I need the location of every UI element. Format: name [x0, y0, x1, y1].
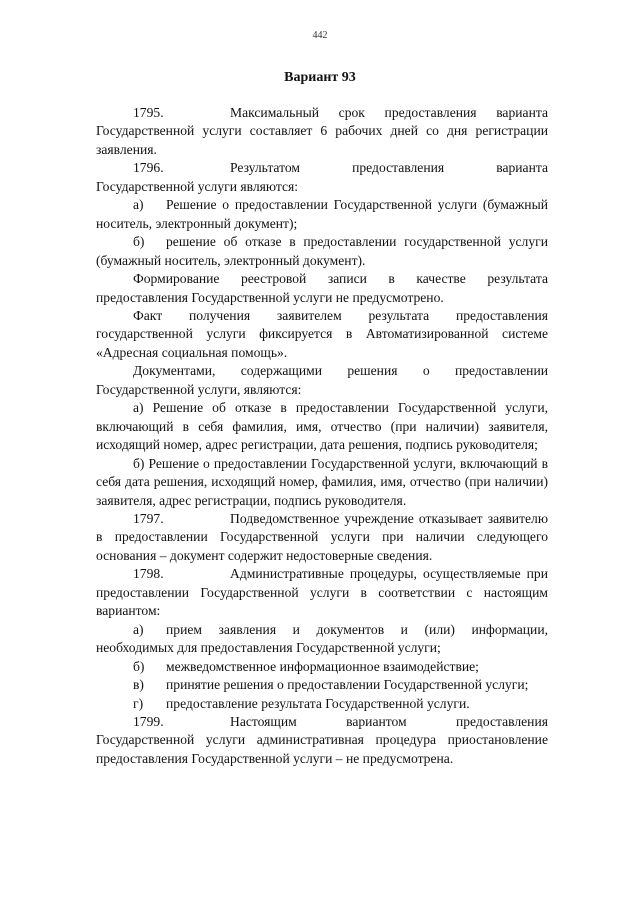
clause-number: 1795. — [133, 105, 164, 120]
paragraph-fact — [96, 307, 548, 362]
paragraph-text: решение об отказе в предоставлении государственной услуги (бумажный носитель, электронный документ). — [96, 234, 548, 268]
paragraph-text: а) Решение об отказе в предоставлении Государственной услуги, включающий в себя фамилия, имя, отчество (при наличии) заявителя, исходящий номер, адрес регистрации, дата решения, подпись руководителя; — [96, 400, 548, 453]
list-item-b — [96, 233, 548, 270]
paragraph-1797 — [96, 510, 548, 565]
paragraph-1799 — [96, 713, 548, 768]
list-item-v — [96, 676, 548, 694]
paragraph-text: предоставление результата Государственной услуги. — [166, 695, 470, 711]
paragraph-registry — [96, 270, 548, 307]
list-item-g — [96, 695, 548, 713]
paragraph-text: Формирование реестровой записи в качестве результата предоставления Государственной услуги не предусмотрено. — [96, 271, 548, 305]
list-letter: б) — [133, 234, 145, 250]
paragraph-text: б) Решение о предоставлении Государственной услуги, включающий в себя дата решения, исходящий номер, фамилия, имя, отчество (при наличии) заявителя, адрес регистрации, подпись руководителя. — [96, 455, 548, 508]
paragraph-text: Подведомственное учреждение отказывает заявителю в предоставлении Государственной услуги при наличии следующего основания – документ содержит недостоверные сведения. — [96, 510, 548, 563]
list-letter: б) — [133, 658, 145, 674]
paragraph-text: принятие решения о предоставлении Государственной услуги; — [166, 677, 529, 693]
clause-number: 1796. — [133, 160, 164, 176]
list-item-a — [96, 196, 548, 233]
list-item-b — [96, 658, 548, 676]
paragraph-documents — [96, 362, 548, 399]
page-number: 442 — [312, 30, 328, 41]
paragraph-text: Решение о предоставлении Государственной услуги (бумажный носитель, электронный документ); — [96, 197, 548, 231]
list-item-a — [96, 621, 548, 658]
list-letter: а) — [133, 197, 144, 213]
clause-number: 1799. — [133, 713, 164, 729]
paragraph-doc-b — [96, 455, 548, 510]
paragraph-text: Настоящим вариантом предоставления Государственной услуги административная процедура приостановление предоставления Государственной услуги – не предусмотрена. — [96, 713, 548, 766]
paragraph-1795 — [96, 104, 548, 159]
paragraph-text: Документами, содержащими решения о предоставлении Государственной услуги, являются: — [96, 363, 548, 397]
paragraph-text: Административные процедуры, осуществляемые при предоставлении Государственной услуги в соответствии с настоящим вариантом: — [96, 566, 548, 619]
paragraph-text: Результатом предоставления варианта Государственной услуги являются: — [96, 160, 548, 194]
clause-number: 1797. — [133, 510, 164, 526]
paragraph-doc-a — [96, 399, 548, 454]
clause-number: 1798. — [133, 566, 164, 582]
list-letter: г) — [133, 695, 144, 711]
paragraph-1798 — [96, 565, 548, 620]
list-letter: в) — [133, 677, 144, 693]
document-title: Вариант 93 — [284, 70, 356, 85]
paragraph-text: Факт получения заявителем результата предоставления государственной услуги фиксируется в Автоматизированной системе «Адресная социальная помощь». — [96, 307, 548, 360]
paragraph-text: прием заявления и документов и (или) информации, необходимых для предоставления Государственной услуги; — [96, 621, 548, 656]
document-body — [96, 104, 548, 768]
paragraph-text: Максимальный срок предоставления варианта Государственной услуги составляет 6 рабочих дней со дня регистрации заявления. — [96, 105, 548, 157]
paragraph-1796 — [96, 159, 548, 196]
list-letter: а) — [133, 621, 144, 637]
paragraph-text: межведомственное информационное взаимодействие; — [166, 658, 479, 674]
